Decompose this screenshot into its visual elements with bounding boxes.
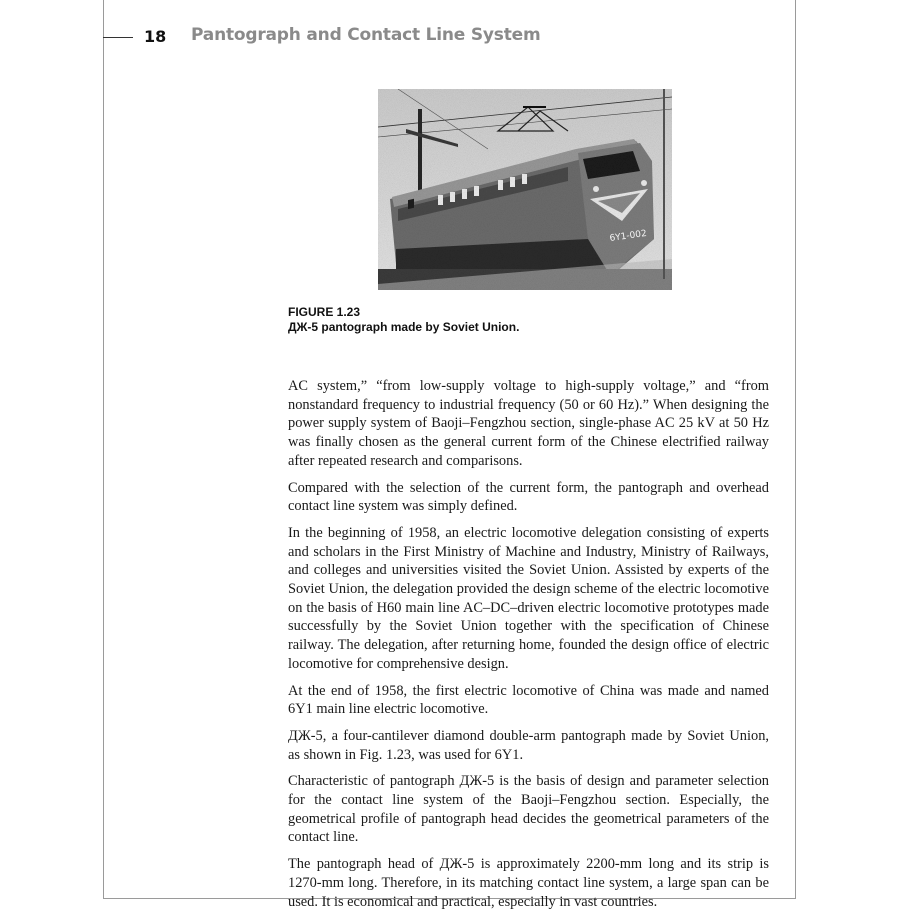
paragraph: Characteristic of pantograph ДЖ-5 is the basis of design and parameter selection for the contact line system of the Baoji–Fengzhou section. Especially, the geometrical profile of pantograph head decides the geometrical parameters of the contact line.	[288, 773, 769, 846]
figure-locomotive-photo	[378, 89, 672, 290]
paragraph: In the beginning of 1958, an electric locomotive delegation consisting of experts and scholars in the First Ministry of Machine and Industry, Ministry of Railways, and colleges and universities visited the Soviet Union. Assisted by experts of the Soviet Union, the delegation provided the design scheme of the electric locomotive on the basis of H60 main line AC–DC–driven electric locomotive prototypes made successfully by the Soviet Union together with the specification of Chinese railway. The delegation, after returning home, founded the design office of electric locomotive for comprehensive design.	[288, 524, 769, 672]
page-number: 18	[144, 27, 167, 46]
figure-label: FIGURE 1.23	[288, 305, 361, 319]
figure-caption: ДЖ-5 pantograph made by Soviet Union.	[288, 320, 520, 334]
paragraph: Compared with the selection of the current form, the pantograph and overhead contact line system was simply defined.	[288, 479, 769, 515]
body-text	[288, 377, 769, 919]
paragraph: At the end of 1958, the first electric locomotive of China was made and named 6Y1 main line electric locomotive.	[288, 682, 769, 718]
paragraph: AC system,” “from low-supply voltage to high-supply voltage,” and “from nonstandard frequency to industrial frequency (50 or 60 Hz).” When designing the power supply system of Baoji–Fengzhou section, single-phase AC 25 kV at 50 Hz was finally chosen as the general current form of the Chinese electrified railway after repeated research and comparisons.	[288, 378, 769, 469]
paragraph: ДЖ-5, a four-cantilever diamond double-arm pantograph made by Soviet Union, as shown in Fig. 1.23, was used for 6Y1.	[288, 727, 769, 763]
running-title: Pantograph and Contact Line System	[191, 25, 541, 45]
paragraph: The pantograph head of ДЖ-5 is approximately 2200-mm long and its strip is 1270-mm long. Therefore, in its matching contact line system, a large span can be used. It is economical and practical, especially in vast countries.	[288, 856, 769, 910]
locomotive-number-plate: 6Y1-002	[609, 228, 648, 244]
header-rule	[103, 37, 133, 38]
